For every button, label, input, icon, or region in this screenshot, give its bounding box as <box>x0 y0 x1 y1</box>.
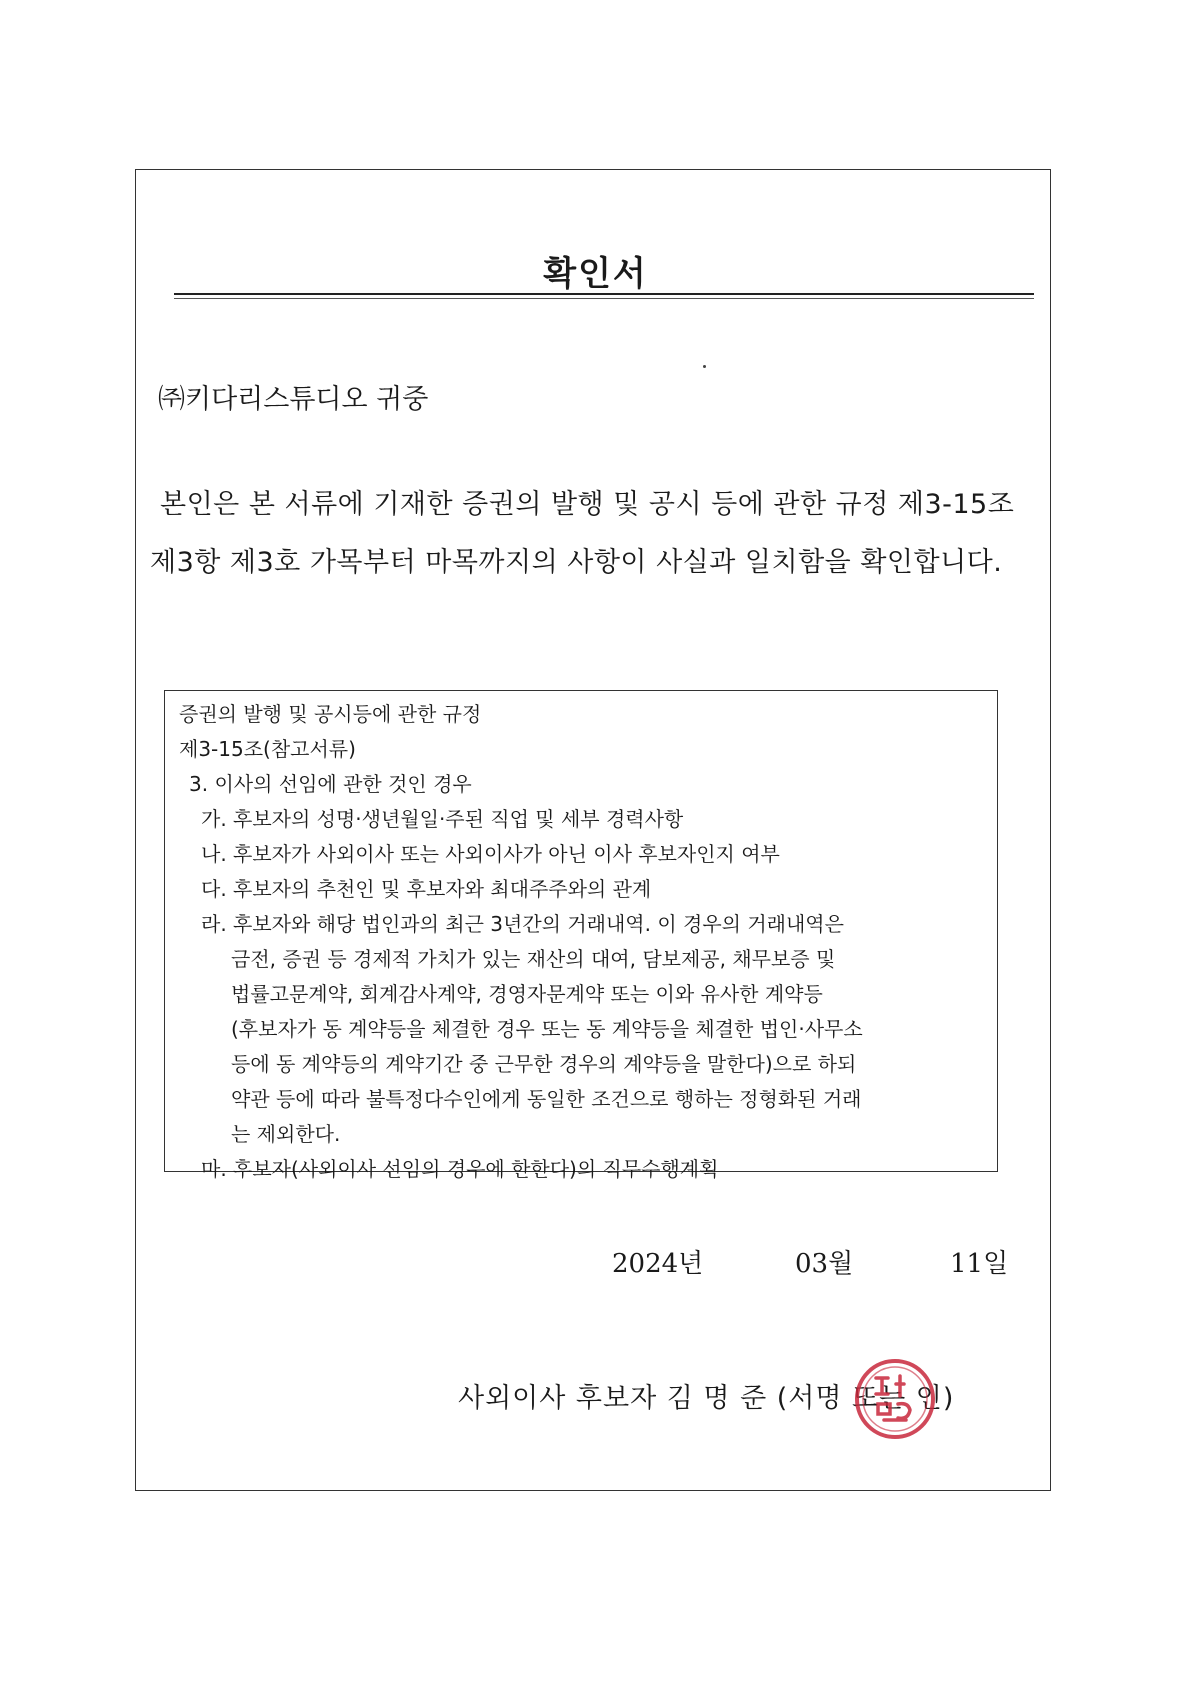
title-rule <box>174 293 1034 295</box>
document-title: 확인서 <box>543 254 648 294</box>
reference-item-ma: 마. 후보자(사외이사 선임의 경우에 한한다)의 직무수행계획 <box>201 1157 719 1181</box>
reference-item-na: 나. 후보자가 사외이사 또는 사외이사가 아닌 이사 후보자인지 여부 <box>201 842 780 866</box>
signature-line: 사외이사 후보자 김 명 준 (서명 또는 인) <box>458 1383 955 1414</box>
statement-line-2: 제3항 제3호 가목부터 마목까지의 사항이 사실과 일치함을 확인합니다. <box>150 547 1003 578</box>
regulation-reference-box <box>164 690 998 1181</box>
reference-item-ga: 가. 후보자의 성명·생년월일·주된 직업 및 세부 경력사항 <box>201 807 684 831</box>
reference-item-3: 3. 이사의 선임에 관한 것인 경우 <box>189 772 472 796</box>
date-year: 2024년 <box>612 1249 704 1279</box>
addressee: ㈜키다리스튜디오 귀중 <box>158 384 429 415</box>
reference-item-ra: 라. 후보자와 해당 법인과의 최근 3년간의 거래내역. 이 경우의 거래내역은 <box>201 912 844 936</box>
title-rule-thin <box>174 298 1034 299</box>
reference-item-ra-cont: 등에 동 계약등의 계약기간 중 근무한 경우의 계약등을 말한다)으로 하되 <box>231 1052 857 1076</box>
scan-speck <box>703 365 706 368</box>
date-month: 03월 <box>795 1249 854 1279</box>
statement-line-1: 본인은 본 서류에 기재한 증권의 발행 및 공시 등에 관한 규정 제3-15조 <box>160 489 1015 520</box>
reference-item-ra-cont: 는 제외한다. <box>231 1122 341 1146</box>
personal-seal-stamp <box>852 1356 938 1442</box>
reference-item-ra-cont: 금전, 증권 등 경제적 가치가 있는 재산의 대여, 담보제공, 채무보증 및 <box>231 947 836 971</box>
reference-article: 제3-15조(참고서류) <box>179 737 356 761</box>
reference-item-ra-cont: (후보자가 동 계약등을 체결한 경우 또는 동 계약등을 체결한 법인·사무소 <box>231 1017 863 1041</box>
reference-heading: 증권의 발행 및 공시등에 관한 규정 <box>179 702 482 726</box>
reference-item-da: 다. 후보자의 추천인 및 후보자와 최대주주와의 관계 <box>201 877 652 901</box>
reference-item-ra-cont: 법률고문계약, 회계감사계약, 경영자문계약 또는 이와 유사한 계약등 <box>231 982 823 1006</box>
confirmation-statement <box>150 476 1050 592</box>
reference-item-ra-cont: 약관 등에 따라 불특정다수인에게 동일한 조건으로 행하는 정형화된 거래 <box>231 1087 862 1111</box>
date-day: 11일 <box>950 1249 1009 1279</box>
